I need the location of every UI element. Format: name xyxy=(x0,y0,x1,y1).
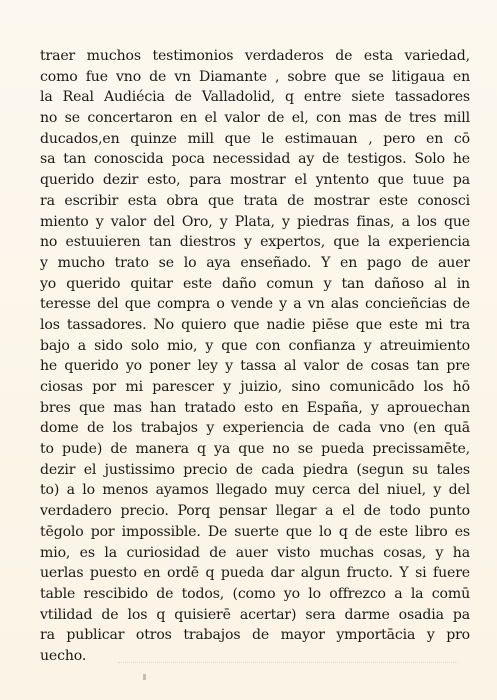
text-line: uecho. xyxy=(40,647,87,664)
text-line: ciosas por mi parescer y juizio, sino comunicādo los hō xyxy=(40,379,470,395)
text-line: y mucho trato se lo aya enseñado. Y en pago de auer xyxy=(40,254,470,271)
text-line: to pude) de manera q ya que no se pueda precissamēte, xyxy=(40,441,470,458)
text-line: traer muchos testimonios verdaderos de esta variedad, xyxy=(40,48,470,64)
text-line: los tassadores. No quiero que nadie piēse que este mi tra xyxy=(40,316,470,333)
body-text xyxy=(40,46,470,667)
text-line: dome de los trabajos y experiencia de cada vno (en quā xyxy=(40,420,470,437)
show-through-artifact xyxy=(118,652,458,663)
text-line: vtilidad de los q quisierē acertar) sera darme osadia pa xyxy=(40,606,470,623)
text-line: sa tan conoscida poca necessidad ay de testigos. Solo he xyxy=(40,151,470,168)
text-line: mio, es la curiosidad de auer visto muchas cosas, y ha xyxy=(40,544,470,561)
text-line: yo querido quitar este daño comun y tan dañoso al in xyxy=(40,275,470,292)
text-line: no se concertaron en el valor de el, con mas de tres mill xyxy=(40,110,470,127)
text-line: he querido yo poner ley y tassa al valor de cosas tan pre xyxy=(40,358,470,375)
text-line: dezir el justissimo precio de cada piedra (segun su tales xyxy=(40,461,470,478)
text-line: bajo a sido solo mio, y que con confianza y atreuimiento xyxy=(40,337,470,354)
text-line: teresse del que compra o vende y a vn alas concieñcias de xyxy=(40,296,470,313)
text-line: la Real Audiécia de Valladolid, q entre siete tassadores xyxy=(40,89,470,106)
text-line: ducados,en quinze mill que le estimauan , pero en cō xyxy=(40,130,470,147)
text-line: ra escribir esta obra que trata de mostrar este conosci xyxy=(40,192,470,209)
text-line: no estuuieren tan diestros y expertos, que la experiencia xyxy=(40,234,470,251)
text-line: bres que mas han tratado esto en España, y aprouechan xyxy=(40,399,470,416)
text-line: table rescibido de todos, (como yo lo offrezco a la comū xyxy=(40,585,470,602)
text-line: miento y valor del Oro, y Plata, y piedras finas, a los que xyxy=(40,213,470,230)
text-line: como fue vno de vn Diamante , sobre que se litigaua en xyxy=(40,68,470,85)
text-line: uerlas puesto en ordē q pueda dar algun fructo. Y si fuere xyxy=(40,565,470,582)
text-line: tēgolo por impossible. De suerte que lo q de este libro es xyxy=(40,523,470,540)
text-line: ra publicar otros trabajos de mayor ymportācia y pro xyxy=(40,627,470,644)
text-line: querido dezir esto, para mostrar el yntento que tuue pa xyxy=(40,172,470,189)
text-line: verdadero precio. Porq pensar llegar a el de todo punto xyxy=(40,503,470,520)
text-line: to) a lo menos ayamos llegado muy cerca del niuel, y del xyxy=(40,482,470,499)
ink-speck xyxy=(143,674,146,680)
